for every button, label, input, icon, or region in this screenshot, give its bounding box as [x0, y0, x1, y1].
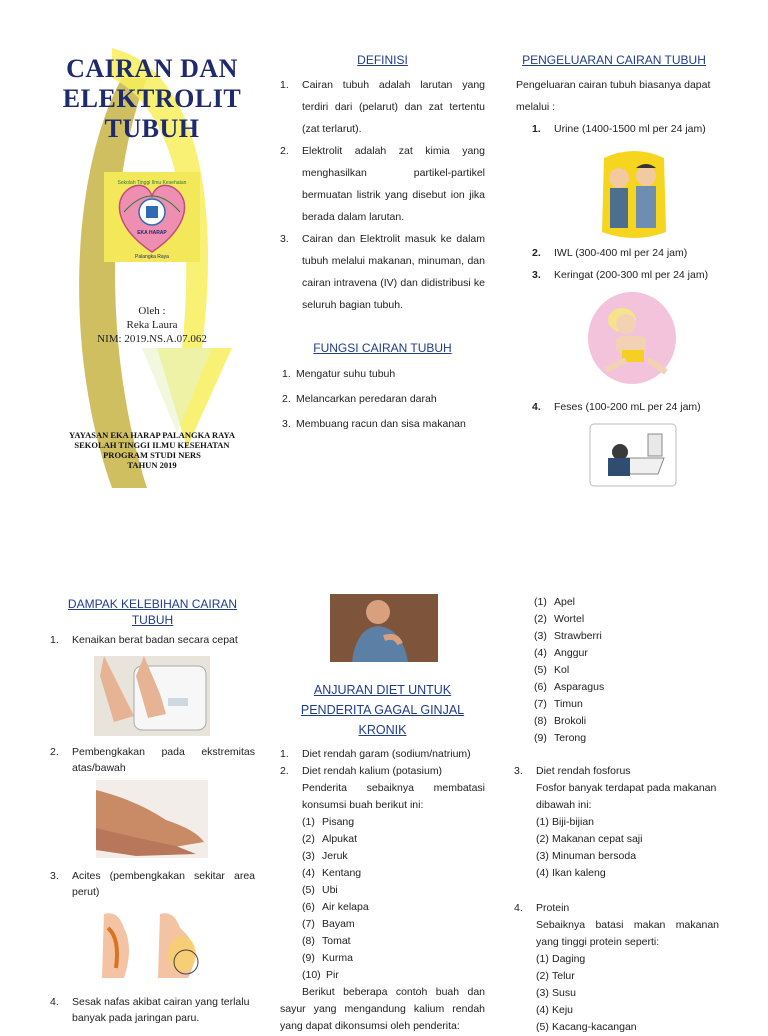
- dampak-heading: DAMPAK KELEBIHAN CAIRAN TUBUH: [67, 597, 238, 627]
- list-item: (10) Pir: [302, 969, 339, 981]
- institution-line-3: PROGRAM STUDI NERS: [103, 450, 201, 460]
- cover-title-line-2: ELEKTROLIT: [62, 84, 242, 113]
- cover-title: [52, 54, 252, 144]
- swollen-feet-photo: [96, 780, 208, 858]
- list-item: (4) Keju: [536, 1004, 574, 1016]
- pengeluaran-heading: PENGELUARAN CAIRAN TUBUH: [522, 53, 706, 67]
- diet-item: 2. Diet rendah kalium (potasium): [280, 765, 443, 777]
- list-item: (6) Asparagus: [534, 681, 605, 693]
- diet-item: 4. Protein: [514, 902, 570, 914]
- dampak-item: 2. Pembengkakan pada ekstremitas atas/bawah: [50, 746, 255, 774]
- protein-list: [514, 951, 719, 1036]
- author-name: Reka Laura: [126, 319, 178, 331]
- list-item: (1) Biji-bijian: [536, 816, 595, 828]
- school-logo: [104, 172, 200, 262]
- list-item: (2) Alpukat: [302, 833, 358, 845]
- diet2-description: Penderita sebaiknya membatasi konsumsi buah berikut ini:: [302, 782, 485, 811]
- pengeluaran-item: 1. Urine (1400-1500 ml per 24 jam): [532, 123, 706, 135]
- list-item: (7) Timun: [534, 698, 583, 710]
- dampak-item: 3. Acites (pembengkakan sekitar area perut): [50, 870, 255, 898]
- definisi-item: 1. Cairan tubuh adalah larutan yang terdiri dari (pelarut) dan zat tertentu (zat terlarut).: [280, 79, 485, 135]
- author-block: [52, 304, 252, 346]
- allowed-fruit-list: [514, 594, 719, 747]
- anjuran-heading: ANJURAN DIET UNTUK PENDERITA GAGAL GINJAL KRONIK: [300, 683, 465, 737]
- list-item: (9) Kurma: [302, 952, 353, 964]
- list-item: (5) Kacang-kacangan: [536, 1021, 637, 1033]
- sweating-illustration: [586, 290, 678, 386]
- dampak-item: 1. Kenaikan berat badan secara cepat: [50, 634, 238, 646]
- diet4-description: Sebaiknya batasi makan makanan yang tinggi protein seperti:: [536, 919, 719, 948]
- institution-line-2: SEKOLAH TINGGI ILMU KESEHATAN: [74, 440, 230, 450]
- urine-illustration: [596, 148, 672, 240]
- definisi-item: 2. Elektrolit adalah zat kimia yang menghasilkan partikel-partikel bermuatan listrik yang disebut ion jika berada dalam larutan.: [280, 145, 485, 223]
- list-item: (4) Ikan kaleng: [536, 867, 606, 879]
- pengeluaran-item: 3. Keringat (200-300 ml per 24 jam): [532, 269, 709, 281]
- toilet-illustration: [590, 424, 676, 486]
- fungsi-heading: FUNGSI CAIRAN TUBUH: [313, 341, 452, 355]
- logo-text-mid: EKA HARAP: [137, 230, 167, 236]
- list-item: (5) Ubi: [302, 884, 338, 896]
- list-item: (8) Tomat: [302, 935, 351, 947]
- definisi-item: 3. Cairan dan Elektrolit masuk ke dalam tubuh melalui makanan, minuman, dan cairan intravena (IV) dan didistribusi ke seluruh bagian tubuh.: [280, 233, 485, 311]
- diet-item: 1. Diet rendah garam (sodium/natrium): [280, 748, 471, 760]
- logo-text-bottom: Palangka Raya: [135, 254, 169, 260]
- list-item: (4) Kentang: [302, 867, 362, 879]
- definisi-section: [280, 52, 485, 316]
- allowed-intro: Berikut beberapa contoh buah dan sayur yang mengandung kalium rendah yang dapat dikonsumsi oleh penderita:: [280, 986, 485, 1032]
- logo-text-top: Sekolah Tinggi Ilmu Kesehatan: [117, 180, 187, 186]
- list-item: (1) Daging: [536, 953, 586, 965]
- list-item: (2) Telur: [536, 970, 575, 982]
- fungsi-item: 1. Mengatur suhu tubuh: [282, 368, 396, 380]
- list-item: (3) Minuman bersoda: [536, 850, 637, 862]
- pengeluaran-intro: Pengeluaran cairan tubuh biasanya dapat melalui :: [516, 79, 711, 113]
- list-item: (2) Makanan cepat saji: [536, 833, 643, 845]
- pengeluaran-item: 4. Feses (100-200 mL per 24 jam): [532, 401, 701, 413]
- diet-item: 3. Diet rendah fosforus: [514, 765, 631, 777]
- institution-block: [46, 430, 258, 470]
- dampak-section: [50, 596, 255, 1026]
- fungsi-item: 3. Membuang racun dan sisa makanan: [282, 418, 466, 430]
- ascites-diagram: [94, 908, 216, 984]
- cover-title-line-1: CAIRAN DAN: [66, 54, 238, 83]
- list-item: (8) Brokoli: [534, 715, 587, 727]
- list-item: (5) Kol: [534, 664, 570, 676]
- diet3-description: Fosfor banyak terdapat pada makanan dibawah ini:: [536, 782, 717, 811]
- list-item: (3) Strawberri: [534, 630, 602, 642]
- list-item: (1) Pisang: [302, 816, 355, 828]
- fungsi-section: [280, 340, 485, 437]
- fungsi-item: 2. Melancarkan peredaran darah: [282, 393, 437, 405]
- cover-title-line-3: TUBUH: [104, 114, 200, 143]
- institution-line-4: TAHUN 2019: [127, 460, 177, 470]
- definisi-heading: DEFINISI: [357, 53, 408, 67]
- author-nim: NIM: 2019.NS.A.07.062: [97, 333, 207, 345]
- chest-pain-photo: [330, 594, 438, 662]
- pengeluaran-section: [514, 52, 714, 413]
- list-item: (3) Jeruk: [302, 850, 348, 862]
- fosfor-list: [514, 814, 719, 882]
- cover-panel: [52, 48, 252, 488]
- list-item: (4) Anggur: [534, 647, 588, 659]
- list-item: (3) Susu: [536, 987, 576, 999]
- list-item: (6) Air kelapa: [302, 901, 369, 913]
- pengeluaran-item: 2. IWL (300-400 ml per 24 jam): [532, 247, 688, 259]
- author-label: Oleh :: [138, 305, 166, 317]
- list-item: (2) Wortel: [534, 613, 585, 625]
- list-item: (1) Apel: [534, 596, 576, 608]
- list-item: (7) Bayam: [302, 918, 355, 930]
- list-item: (9) Terong: [534, 732, 587, 744]
- weight-scale-photo: [94, 656, 210, 736]
- anjuran-diet-section: [280, 594, 485, 1035]
- dampak-item: 4. Sesak nafas akibat cairan yang terlalu banyak pada jaringan paru.: [50, 996, 250, 1024]
- anjuran-diet-continued: [514, 594, 719, 1036]
- avoid-fruit-list: [280, 814, 485, 984]
- institution-line-1: YAYASAN EKA HARAP PALANGKA RAYA: [69, 430, 235, 440]
